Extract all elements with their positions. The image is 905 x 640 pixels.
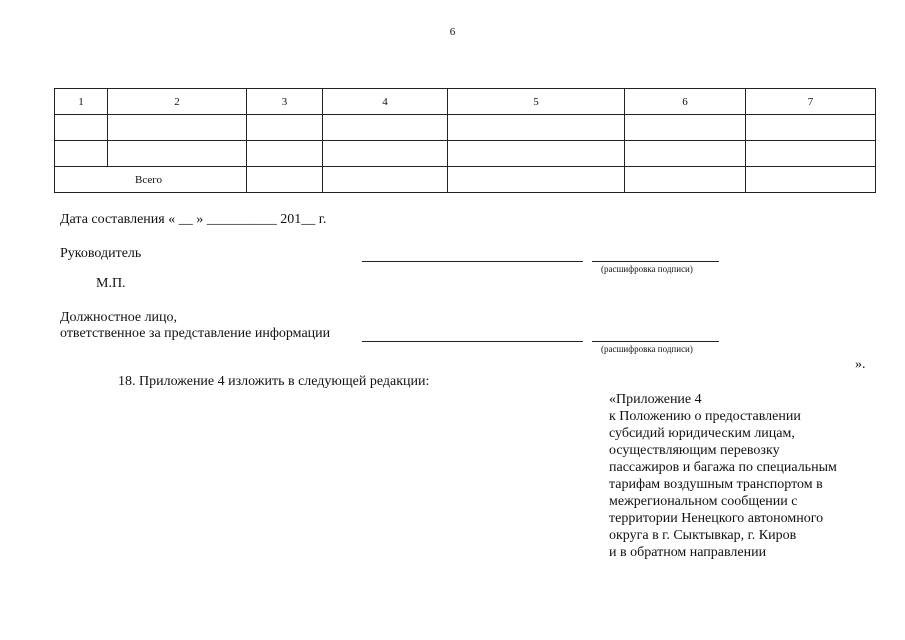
header-cell: 7 [746,89,876,115]
appendix-heading [609,391,837,561]
signature-decoding-line [592,261,719,262]
appendix-line: округа в г. Сыктывкар, г. Киров [609,528,797,543]
report-table [54,88,876,193]
table-cell [746,141,876,167]
signature-decoding-line [592,341,719,342]
header-cell: 2 [108,89,247,115]
header-cell: 3 [247,89,323,115]
date-line: Дата составления « __ » __________ 201__ г. [60,212,327,227]
signature-caption: (расшифровка подписи) [601,264,693,274]
item-18-text: 18. Приложение 4 изложить в следующей редакции: [118,374,430,389]
header-cell: 4 [323,89,448,115]
appendix-line: и в обратном направлении [609,545,767,560]
table-cell [108,115,247,141]
official-label-line-1: Должностное лицо, [60,310,178,325]
table-row [55,115,876,141]
table-cell [625,167,746,193]
table-cell [247,167,323,193]
table-cell [746,115,876,141]
appendix-line: «Приложение 4 [609,392,702,407]
appendix-line: осуществляющим перевозку [609,443,780,458]
header-cell: 5 [448,89,625,115]
stamp-label: М.П. [96,276,126,291]
table-cell [323,167,448,193]
signature-line [362,261,583,262]
table-cell [625,115,746,141]
head-label: Руководитель [60,246,142,261]
table-cell [323,141,448,167]
header-cell: 6 [625,89,746,115]
table-cell [448,115,625,141]
official-label-line-2: ответственное за представление информации [60,326,331,341]
signature-caption: (расшифровка подписи) [601,344,693,354]
table-cell [746,167,876,193]
table-cell [247,141,323,167]
appendix-line: тарифам воздушным транспортом в [609,477,823,492]
table-cell [55,115,108,141]
table-cell [55,141,108,167]
appendix-line: пассажиров и багажа по специальным [609,460,837,475]
table-cell [108,141,247,167]
table-cell [448,141,625,167]
table-row [55,141,876,167]
table-cell [625,141,746,167]
signature-line [362,341,583,342]
total-row [55,167,876,193]
appendix-line: субсидий юридическим лицам, [609,426,795,441]
table-cell [323,115,448,141]
page-number: 6 [449,26,456,38]
appendix-line: межрегиональном сообщении с [609,494,798,509]
total-label: Всего [55,167,247,193]
table-cell [448,167,625,193]
header-cell: 1 [55,89,108,115]
table-header-row [55,89,876,115]
closing-mark: ». [855,357,866,372]
appendix-line: к Положению о предоставлении [609,409,801,424]
appendix-line: территории Ненецкого автономного [609,511,824,526]
table-cell [247,115,323,141]
